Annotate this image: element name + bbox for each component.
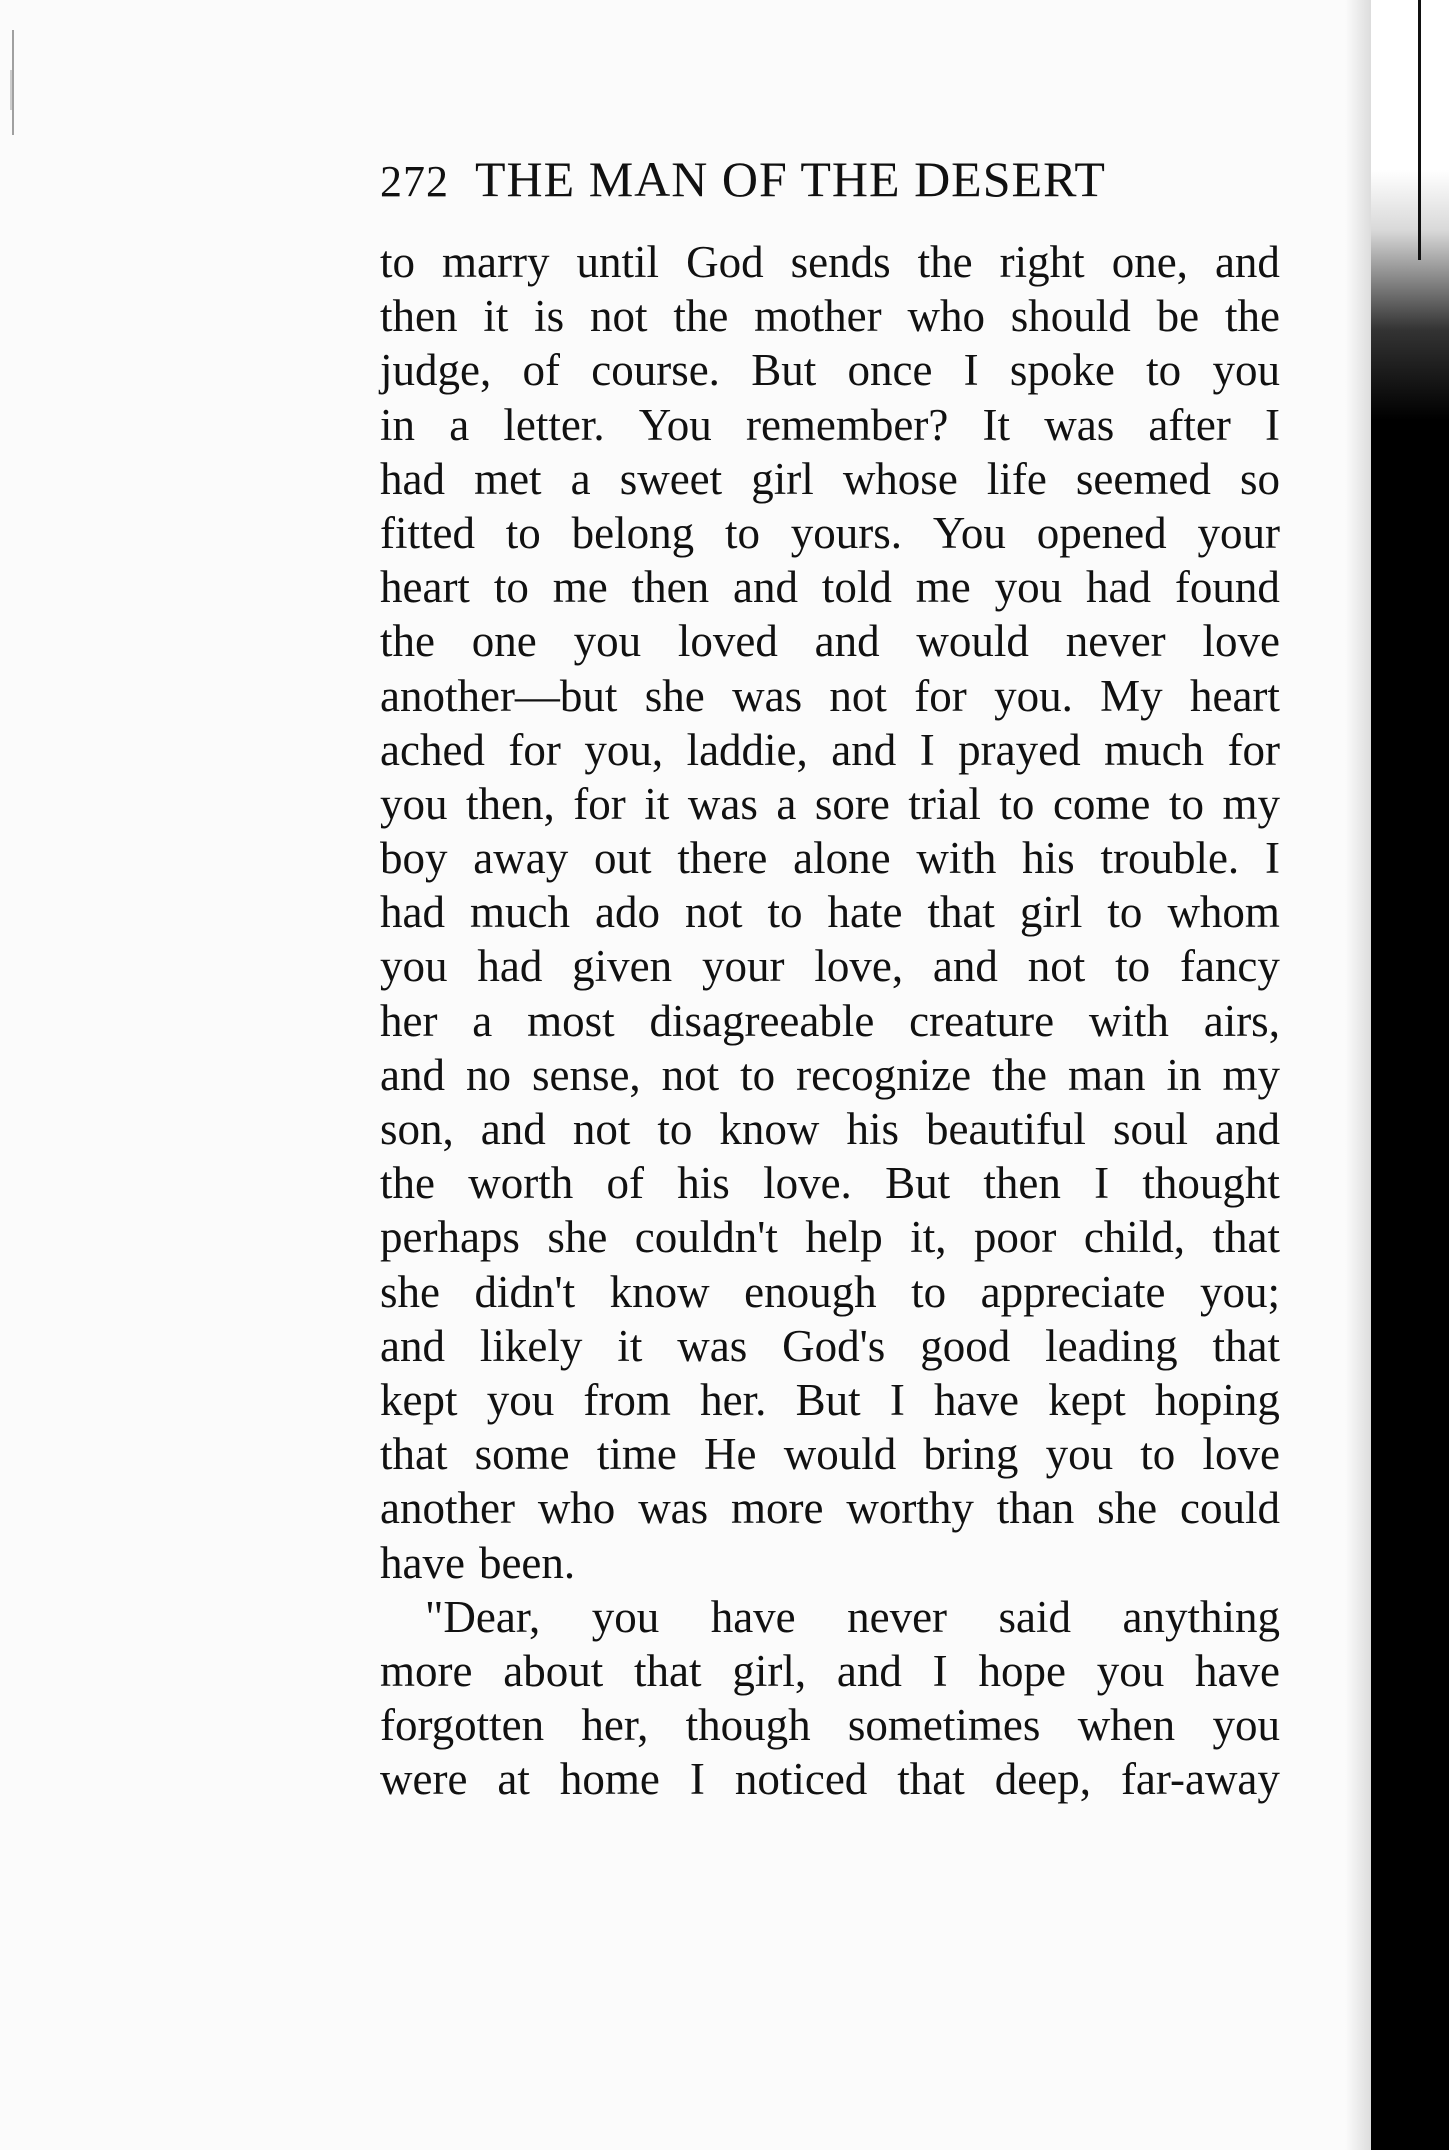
text-line: that some time He would bring you to love	[380, 1429, 1280, 1480]
text-line: boy away out there alone with his trouble. I	[380, 833, 1280, 884]
text-line: fitted to belong to yours. You opened your	[380, 507, 1280, 558]
text-line: have been.	[380, 1537, 576, 1588]
text-line: in a letter. You remember? It was after I	[380, 399, 1280, 450]
text-line: she didn't know enough to appreciate you;	[380, 1266, 1280, 1317]
page-edge-line	[1418, 0, 1421, 260]
scan-margin-mark	[12, 30, 14, 135]
text-line: forgotten her, though sometimes when you	[380, 1700, 1280, 1751]
page-number: 272	[380, 157, 449, 206]
text-line: the one you loved and would never love	[380, 616, 1280, 667]
text-line: the worth of his love. But then I thought	[380, 1158, 1280, 1209]
text-line: had much ado not to hate that girl to whom	[380, 887, 1280, 938]
text-line: had met a sweet girl whose life seemed so	[380, 453, 1280, 504]
text-line: another who was more worthy than she could	[380, 1483, 1280, 1534]
text-line: you had given your love, and not to fancy	[380, 941, 1280, 992]
scan-margin-mark-secondary	[10, 70, 12, 110]
text-line: then it is not the mother who should be the	[380, 291, 1280, 342]
text-line: and no sense, not to recognize the man in my	[380, 1049, 1280, 1100]
text-line: perhaps she couldn't help it, poor child, that	[380, 1212, 1280, 1263]
text-line: her a most disagreeable creature with airs,	[380, 995, 1280, 1046]
running-head	[380, 150, 1380, 220]
text-line: you then, for it was a sore trial to come to my	[380, 778, 1280, 829]
text-line: were at home I noticed that deep, far-away	[380, 1754, 1280, 1805]
running-title: THE MAN OF THE DESERT	[475, 151, 1106, 207]
text-line: more about that girl, and I hope you have	[380, 1645, 1280, 1696]
body-text	[380, 235, 1280, 1806]
text-line: son, and not to know his beautiful soul and	[380, 1104, 1280, 1154]
text-line: and likely it was God's good leading that	[380, 1320, 1280, 1371]
text-line: "Dear, you have never said anything	[425, 1591, 1280, 1642]
gutter-shadow	[1371, 0, 1449, 2150]
gutter-shadow-fade	[1345, 0, 1371, 2150]
text-line: heart to me then and told me you had found	[380, 562, 1280, 613]
text-line: kept you from her. But I have kept hoping	[380, 1374, 1280, 1425]
text-line: judge, of course. But once I spoke to you	[380, 345, 1280, 396]
text-line: another—but she was not for you. My heart	[380, 670, 1280, 721]
text-line: ached for you, laddie, and I prayed much for	[380, 724, 1280, 775]
text-line: to marry until God sends the right one, and	[380, 237, 1280, 287]
